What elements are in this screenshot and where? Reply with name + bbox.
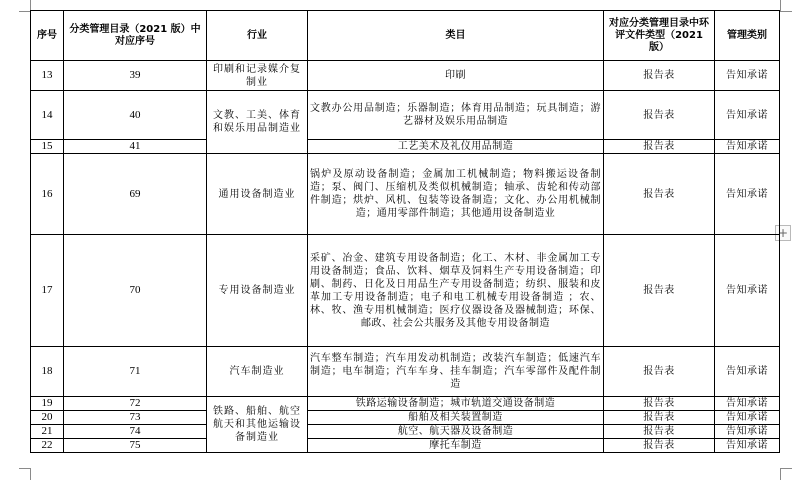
cell-doc-type: 报告表 (604, 439, 715, 453)
cell-catalog-no: 69 (64, 154, 207, 235)
table-row (31, 91, 780, 140)
cell-mgmt: 告知承诺 (715, 411, 780, 425)
cell-doc-type: 报告表 (604, 411, 715, 425)
cell-catalog-no: 71 (64, 347, 207, 397)
cell-catalog-no: 41 (64, 140, 207, 154)
header-doc-type: 对应分类管理目录中环评文件类型（2021 版） (604, 11, 715, 61)
cell-catalog-no: 39 (64, 61, 207, 91)
cell-doc-type: 报告表 (604, 425, 715, 439)
cell-seq: 22 (31, 439, 64, 453)
table-row (31, 235, 780, 347)
table-row (31, 347, 780, 397)
cell-category: 工艺美术及礼仪用品制造 (308, 140, 604, 154)
cell-category: 铁路运输设备制造；城市轨道交通设备制造 (308, 397, 604, 411)
cell-industry: 专用设备制造业 (207, 235, 308, 347)
page-corner-mark (780, 0, 792, 12)
cell-seq: 20 (31, 411, 64, 425)
cell-catalog-no: 75 (64, 439, 207, 453)
cell-catalog-no: 40 (64, 91, 207, 140)
header-industry: 行业 (207, 11, 308, 61)
cell-catalog-no: 72 (64, 397, 207, 411)
cell-category: 锅炉及原动设备制造；金属加工机械制造；物料搬运设备制造；泵、阀门、压缩机及类似机械制造；轴承、齿轮和传动部件制造；烘炉、风机、包装等设备制造；文化、办公用机械制造；通用零部件制造；其他通用设备制造业 (308, 154, 604, 235)
cell-mgmt: 告知承诺 (715, 91, 780, 140)
cell-doc-type: 报告表 (604, 91, 715, 140)
cell-doc-type: 报告表 (604, 397, 715, 411)
cell-industry: 汽车制造业 (207, 347, 308, 397)
cell-catalog-no: 73 (64, 411, 207, 425)
header-catalog-no: 分类管理目录（2021 版）中对应序号 (64, 11, 207, 61)
cell-industry: 通用设备制造业 (207, 154, 308, 235)
cell-mgmt: 告知承诺 (715, 61, 780, 91)
cell-category: 汽车整车制造；汽车用发动机制造；改装汽车制造；低速汽车制造；电车制造；汽车车身、挂车制造；汽车零部件及配件制造 (308, 347, 604, 397)
cell-catalog-no: 74 (64, 425, 207, 439)
cell-seq: 18 (31, 347, 64, 397)
cell-mgmt: 告知承诺 (715, 140, 780, 154)
classification-table (30, 10, 780, 453)
table-row (31, 154, 780, 235)
cell-mgmt: 告知承诺 (715, 235, 780, 347)
table-row (31, 140, 780, 154)
cell-seq: 19 (31, 397, 64, 411)
table-row (31, 411, 780, 425)
cell-seq: 16 (31, 154, 64, 235)
cell-seq: 17 (31, 235, 64, 347)
table-row (31, 61, 780, 91)
cell-industry: 文教、工美、体育和娱乐用品制造业 (207, 91, 308, 154)
cell-industry: 铁路、船舶、航空航天和其他运输设备制造业 (207, 397, 308, 453)
cell-doc-type: 报告表 (604, 154, 715, 235)
cell-mgmt: 告知承诺 (715, 397, 780, 411)
cell-doc-type: 报告表 (604, 140, 715, 154)
cell-mgmt: 告知承诺 (715, 154, 780, 235)
cell-doc-type: 报告表 (604, 61, 715, 91)
cell-doc-type: 报告表 (604, 235, 715, 347)
cell-category: 印刷 (308, 61, 604, 91)
cell-catalog-no: 70 (64, 235, 207, 347)
cell-seq: 14 (31, 91, 64, 140)
header-category: 类目 (308, 11, 604, 61)
cell-category: 航空、航天器及设备制造 (308, 425, 604, 439)
cell-seq: 15 (31, 140, 64, 154)
table-row (31, 425, 780, 439)
cell-mgmt: 告知承诺 (715, 439, 780, 453)
cell-mgmt: 告知承诺 (715, 347, 780, 397)
cell-category: 采矿、冶金、建筑专用设备制造；化工、木材、非金属加工专用设备制造；食品、饮料、烟草及饲料生产专用设备制造；印刷、制药、日化及日用品生产专用设备制造；纺织、服装和皮革加工专用设备制造；电子和电工机械专用设备制造 ；农、林、牧、渔专用机械制造；医疗仪器设备及器械制造；环保、邮政、社会公共服务及其他专用设备制造 (308, 235, 604, 347)
cell-industry: 印刷和记录媒介复制业 (207, 61, 308, 91)
cell-category: 文教办公用品制造；乐器制造；体育用品制造；玩具制造；游艺器材及娱乐用品制造 (308, 91, 604, 140)
cell-mgmt: 告知承诺 (715, 425, 780, 439)
cell-doc-type: 报告表 (604, 347, 715, 397)
cell-seq: 13 (31, 61, 64, 91)
header-seq: 序号 (31, 11, 64, 61)
table-row (31, 397, 780, 411)
table-row (31, 439, 780, 453)
page-corner-mark (780, 468, 792, 480)
header-mgmt: 管理类别 (715, 11, 780, 61)
page-corner-mark (19, 468, 31, 480)
cell-seq: 21 (31, 425, 64, 439)
table-header-row (31, 11, 780, 61)
add-column-button[interactable]: + (775, 225, 791, 241)
cell-category: 摩托车制造 (308, 439, 604, 453)
cell-category: 船舶及相关装置制造 (308, 411, 604, 425)
